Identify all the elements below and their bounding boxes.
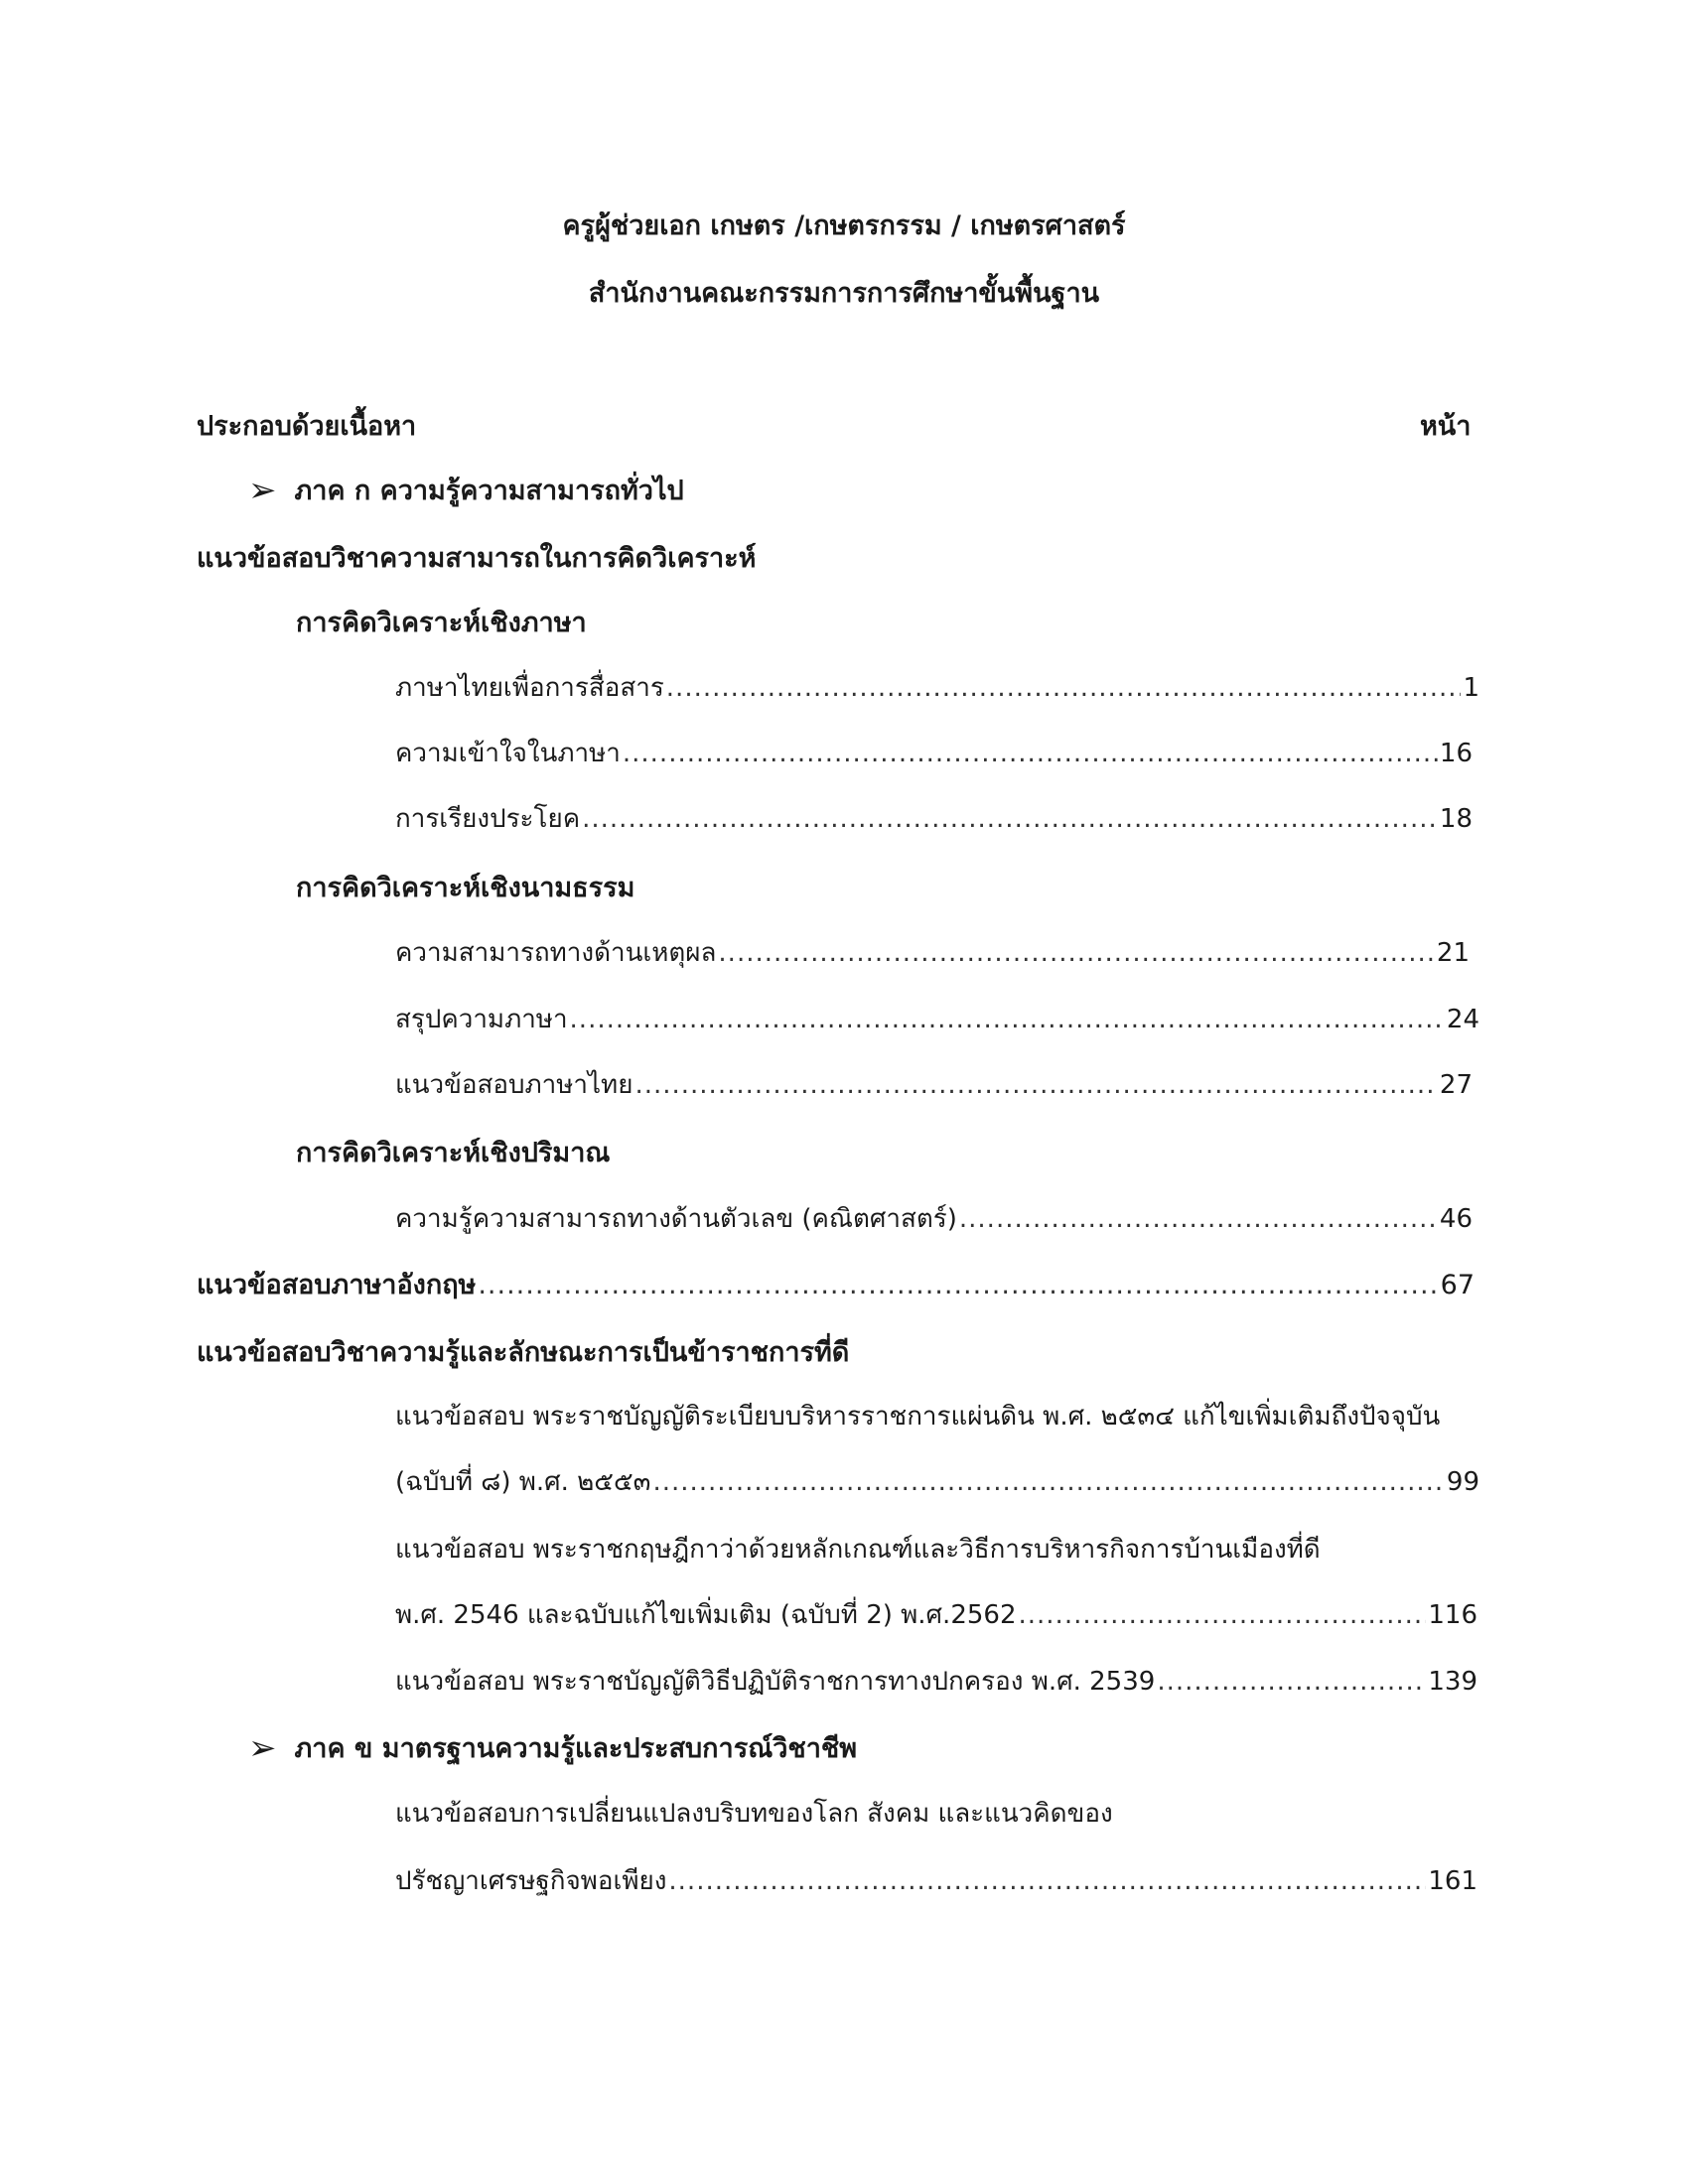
toc-entry[interactable]: สรุปความภาษา ..... 24: [395, 999, 1479, 1039]
toc-entry[interactable]: แนวข้อสอบ พระราชบัญญัติวิธีปฏิบัติราชการทางปกครอง พ.ศ. 2539 ..... 139: [395, 1661, 1477, 1702]
toc-entry-text[interactable]: แนวข้อสอบ พระราชกฤษฎีกาว่าด้วยหลักเกณฑ์และวิธีการบริหารกิจการบ้านเมืองที่ดี: [395, 1535, 1321, 1565]
toc-entry[interactable]: ความเข้าใจในภาษา ..... 16: [395, 733, 1473, 773]
subsection-language-heading: การคิดวิเคราะห์เชิงภาษา: [296, 608, 587, 638]
toc-entry-text[interactable]: แนวข้อสอบการเปลี่ยนแปลงบริบทของโลก สังคม และแนวคิดของ: [395, 1799, 1113, 1829]
toc-entry[interactable]: ปรัชญาเศรษฐกิจพอเพียง ..... 161: [395, 1860, 1477, 1901]
toc-entry[interactable]: ความสามารถทางด้านเหตุผล ..... 21: [395, 932, 1470, 973]
subsection-quantitative-heading: การคิดวิเคราะห์เชิงปริมาณ: [296, 1138, 611, 1168]
section-civil-heading: แนวข้อสอบวิชาความรู้และลักษณะการเป็นข้าราชการที่ดี: [197, 1337, 850, 1368]
document-title: ครูผู้ช่วยเอก เกษตร /เกษตรกรรม / เกษตรศาสตร์: [562, 210, 1126, 241]
arrow-bullet-icon: ➢: [248, 1728, 277, 1768]
toc-entry[interactable]: การเรียงประโยค ..... 18: [395, 798, 1473, 839]
subsection-abstract-heading: การคิดวิเคราะห์เชิงนามธรรม: [296, 873, 635, 903]
toc-entry-text[interactable]: แนวข้อสอบ พระราชบัญญัติระเบียบบริหารราชการแผ่นดิน พ.ศ. ๒๕๓๔ แก้ไขเพิ่มเติมถึงปัจจุบัน: [395, 1402, 1441, 1432]
toc-entry-english[interactable]: แนวข้อสอบภาษาอังกฤษ ..... 67: [197, 1263, 1475, 1305]
part-a-heading: ➢ ภาค ก ความรู้ความสามารถทั่วไป: [248, 471, 684, 510]
contents-label: ประกอบด้วยเนื้อหา: [197, 411, 417, 442]
section-analytical-heading: แนวข้อสอบวิชาความสามารถในการคิดวิเคราะห์: [197, 543, 757, 574]
toc-entry[interactable]: ภาษาไทยเพื่อการสื่อสาร ..... 1: [395, 667, 1479, 708]
toc-entry[interactable]: ความรู้ความสามารถทางด้านตัวเลข (คณิตศาสตร์) ..... 46: [395, 1198, 1473, 1239]
toc-entry[interactable]: (ฉบับที่ ๘) พ.ศ. ๒๕๕๓ ..... 99: [395, 1461, 1479, 1502]
toc-entry[interactable]: พ.ศ. 2546 และฉบับแก้ไขเพิ่มเติม (ฉบับที่ 2) พ.ศ.2562 ..... 116: [395, 1594, 1477, 1635]
part-b-heading: ➢ ภาค ข มาตรฐานความรู้และประสบการณ์วิชาชีพ: [248, 1728, 858, 1768]
toc-entry[interactable]: แนวข้อสอบภาษาไทย ..... 27: [395, 1064, 1473, 1105]
page-column-label: หน้า: [1420, 411, 1472, 442]
document-subtitle: สำนักงานคณะกรรมการการศึกษาขั้นพื้นฐาน: [588, 278, 1100, 309]
arrow-bullet-icon: ➢: [248, 471, 277, 510]
